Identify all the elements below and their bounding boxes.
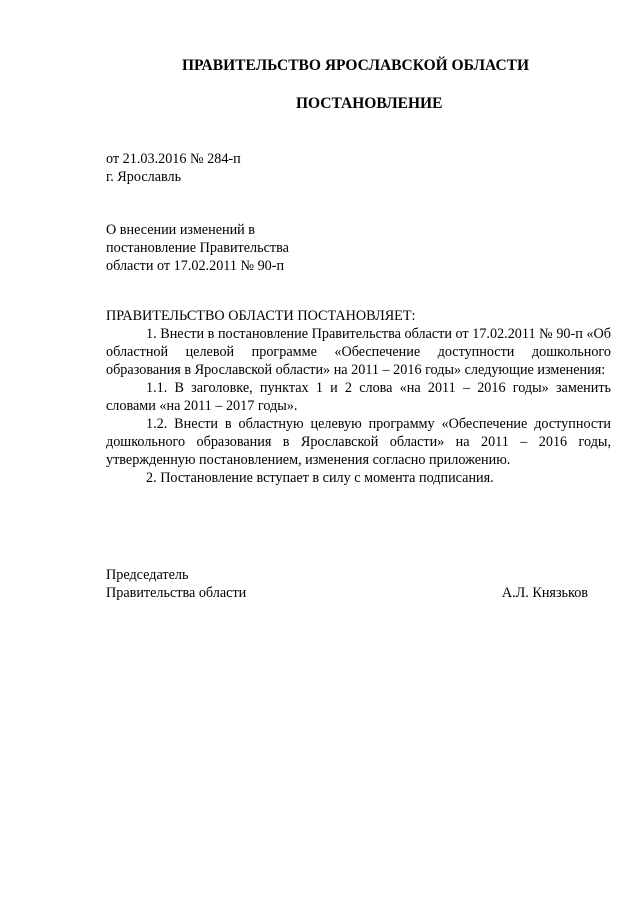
paragraph-1-2: 1.2. Внести в областную целевую программу «Обеспечение доступности дошкольного образования в Ярославской области» на 2011 – 2016 годы, утвержденную постановлением, изменения согласно приложению. [106, 416, 611, 468]
document-subject [106, 221, 289, 275]
paragraph-2: 2. Постановление вступает в силу с момента подписания. [146, 470, 494, 486]
document-meta [106, 150, 241, 186]
decree-heading: ПРАВИТЕЛЬСТВО ОБЛАСТИ ПОСТАНОВЛЯЕТ: [106, 308, 416, 324]
signer-role-line-2: Правительства области [106, 585, 247, 601]
signer-name: А.Л. Князьков [501, 585, 588, 601]
signature-block [106, 566, 588, 602]
paragraph-1-1: 1.1. В заголовке, пунктах 1 и 2 слова «на 2011 – 2016 годы» заменить словами «на 2011 – 2017 годы». [106, 380, 611, 414]
subject-line-1: О внесении изменений в [106, 222, 256, 238]
document-type-title: ПОСТАНОВЛЕНИЕ [296, 95, 443, 112]
subject-line-3: области от 17.02.2011 № 90-п [106, 258, 285, 274]
paragraph-1: 1. Внести в постановление Правительства области от 17.02.2011 № 90-п «Об областной целевой программе «Обеспечение доступности дошкольного образования в Ярославской области» на 2011 – 2016 годы» следующие изменения: [106, 326, 611, 378]
city: г. Ярославль [106, 169, 182, 185]
document-body [106, 307, 611, 487]
date-number: от 21.03.2016 № 284-п [106, 151, 241, 167]
government-title: ПРАВИТЕЛЬСТВО ЯРОСЛАВСКОЙ ОБЛАСТИ [182, 57, 530, 74]
signer-role-line-1: Председатель [106, 567, 189, 583]
subject-line-2: постановление Правительства [106, 240, 289, 256]
